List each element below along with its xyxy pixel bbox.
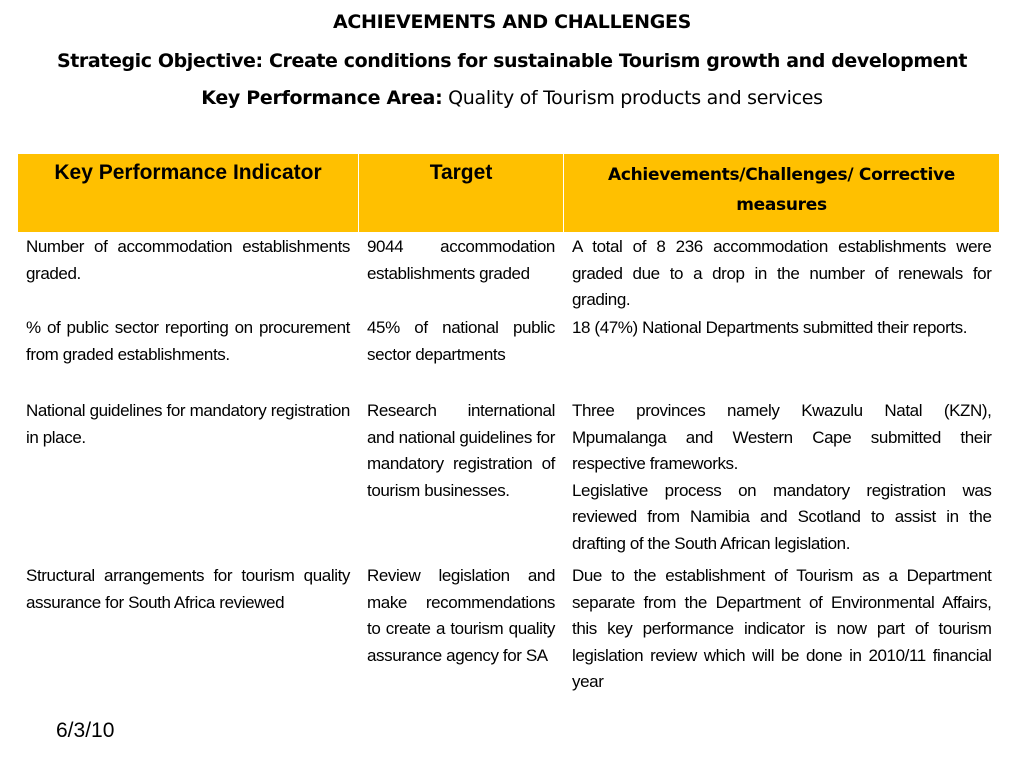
achievement-text: Due to the establishment of Tourism as a Department separate from the Department of Environmental Affairs, this key performance indicator is now part of tourism legislation review which will be done in 2010/11 financial year	[572, 566, 992, 691]
header-kpi: Key Performance Indicator	[18, 154, 359, 233]
achievement-text: Three provinces namely Kwazulu Natal (KZN), Mpumalanga and Western Cape submitted their respective frameworks.	[572, 401, 992, 473]
kpi-cell: National guidelines for mandatory registration in place.	[18, 397, 359, 562]
slide-date: 6/3/10	[56, 719, 115, 742]
kpi-cell: % of public sector reporting on procurement from graded establishments.	[18, 314, 359, 397]
achievements-cell	[564, 562, 1000, 728]
table-row	[18, 233, 1000, 315]
kpi-cell: Structural arrangements for tourism quality assurance for South Africa reviewed	[18, 562, 359, 728]
target-cell: Research international and national guidelines for mandatory registration of tourism businesses.	[359, 397, 564, 562]
strategic-objective: Strategic Objective: Create conditions for sustainable Tourism growth and development	[56, 50, 968, 72]
achievements-cell	[564, 233, 1000, 315]
kpi-cell: Number of accommodation establishments graded.	[18, 233, 359, 315]
kpa-value: Quality of Tourism products and services	[442, 87, 823, 109]
achievement-text: A total of 8 236 accommodation establishments were graded due to a drop in the number of renewals for grading.	[572, 237, 992, 309]
target-cell: 9044 accommodation establishments graded	[359, 233, 564, 315]
table-row	[18, 314, 1000, 397]
kpa-label: Key Performance Area:	[201, 87, 443, 109]
target-cell: Review legislation and make recommendations to create a tourism quality assurance agency for SA	[359, 562, 564, 728]
page-title: ACHIEVEMENTS AND CHALLENGES	[332, 11, 692, 33]
key-performance-area	[0, 87, 1024, 109]
achievements-cell	[564, 397, 1000, 562]
header-target: Target	[359, 154, 564, 233]
table-row	[18, 397, 1000, 562]
table-row	[18, 562, 1000, 728]
target-cell: 45% of national public sector departments	[359, 314, 564, 397]
kpa-table	[17, 153, 1000, 728]
achievement-text: 18 (47%) National Departments submitted their reports.	[572, 318, 968, 337]
achievements-cell	[564, 314, 1000, 397]
table-header-row	[18, 154, 1000, 233]
achievement-text: Legislative process on mandatory registration was reviewed from Namibia and Scotland to assist in the drafting of the South African legislation.	[572, 480, 992, 553]
header-achievements: Achievements/Challenges/ Corrective measures	[564, 154, 1000, 233]
